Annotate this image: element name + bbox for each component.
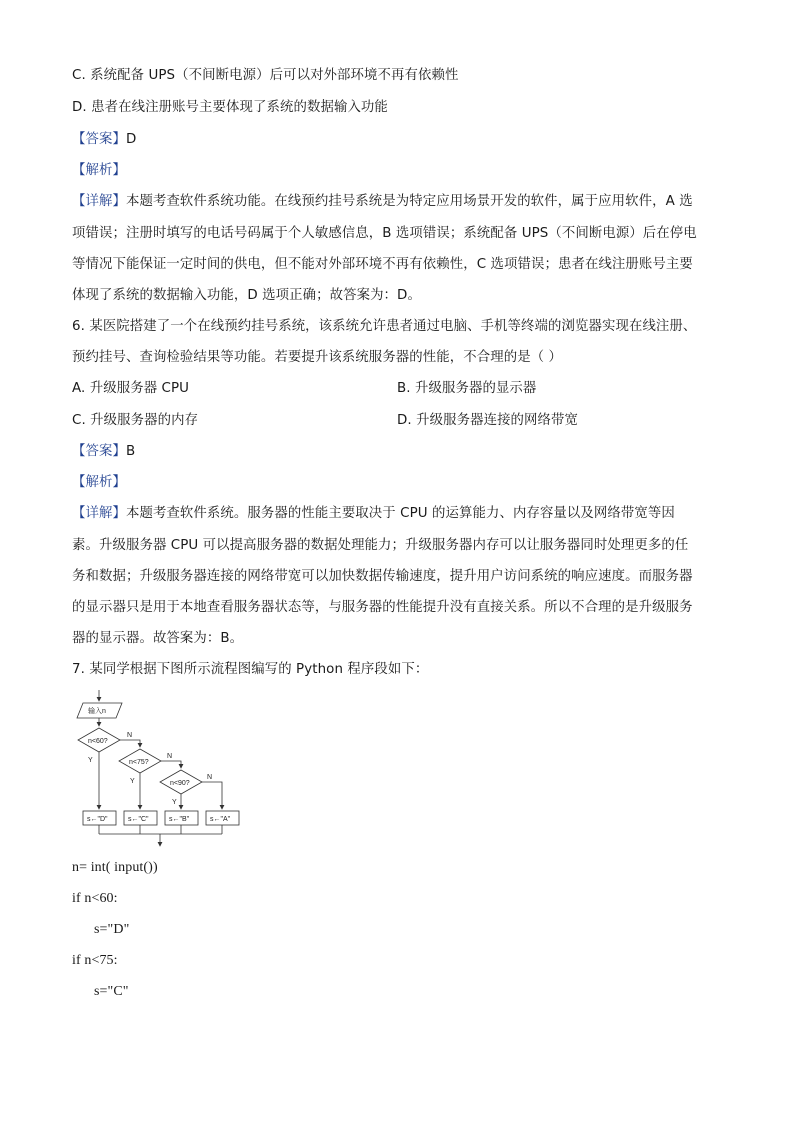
analysis-label: 【解析】 xyxy=(72,163,126,178)
no-label: N xyxy=(207,774,213,781)
detail-label: 【详解】 xyxy=(72,194,126,209)
q6-option-b: B. 升级服务器的显示器 xyxy=(397,381,537,396)
code-line: n= int( input()) xyxy=(72,860,158,875)
flow-arrow xyxy=(202,782,222,809)
q6-stem-line: 6. 某医院搭建了一个在线预约挂号系统，该系统允许患者通过电脑、手机等终端的浏览器实现在线注册、 xyxy=(72,319,697,334)
q6-detail-line: 务和数据；升级服务器连接的网络带宽可以加快数据传输速度，提升用户访问系统的响应速度。而服务器 xyxy=(72,569,693,584)
yes-label: Y xyxy=(130,778,135,785)
q5-option-d: D. 患者在线注册账号主要体现了系统的数据输入功能 xyxy=(72,100,388,115)
q6-detail-line: 器的显示器。故答案为：B。 xyxy=(72,631,244,646)
q6-analysis-label xyxy=(72,474,126,492)
flow-arrow xyxy=(161,761,181,768)
q6-option-c: C. 升级服务器的内存 xyxy=(72,413,199,428)
assign-c-label: s←"C" xyxy=(128,816,149,823)
flow-arrow xyxy=(120,740,140,747)
assign-b-label: s←"B" xyxy=(169,816,190,823)
q5-detail-line: 项错误；注册时填写的电话号码属于个人敏感信息，B 选项错误；系统配备 UPS（不间断电源）后在停电 xyxy=(72,226,697,241)
analysis-label: 【解析】 xyxy=(72,475,126,490)
q6-stem-line: 预约挂号、查询检验结果等功能。若要提升该系统服务器的性能，不合理的是（ ） xyxy=(72,350,563,365)
code-line: s="C" xyxy=(94,984,129,999)
q5-answer xyxy=(72,131,136,149)
input-label: 输入n xyxy=(88,708,106,715)
detail-text: 本题考查软件系统。服务器的性能主要取决于 CPU 的运算能力、内存容量以及网络带宽等因 xyxy=(125,506,675,521)
detail-text: 本题考查软件系统功能。在线预约挂号系统是为特定应用场景开发的软件，属于应用软件，A 选 xyxy=(125,194,693,209)
flowchart xyxy=(72,688,252,850)
answer-value: B xyxy=(125,444,136,459)
q5-detail-line: 体现了系统的数据输入功能，D 选项正确；故答案为：D。 xyxy=(72,288,421,303)
assign-d-label: s←"D" xyxy=(87,816,108,823)
q6-answer xyxy=(72,443,135,461)
code-line: if n<60: xyxy=(72,891,118,906)
q5-analysis-label xyxy=(72,162,126,180)
q6-detail-line xyxy=(72,505,675,523)
q5-option-c: C. 系统配备 UPS（不间断电源）后可以对外部环境不再有依赖性 xyxy=(72,68,459,83)
q5-detail-line: 等情况下能保证一定时间的供电，但不能对外部环境不再有依赖性，C 选项错误；患者在线注册账号主要 xyxy=(72,257,693,272)
q6-detail-line: 的显示器只是用于本地查看服务器状态等，与服务器的性能提升没有直接关系。所以不合理的是升级服务 xyxy=(72,600,693,615)
q5-detail-line xyxy=(72,193,693,211)
answer-label: 【答案】 xyxy=(72,444,126,459)
q6-option-d: D. 升级服务器连接的网络带宽 xyxy=(397,413,579,428)
code-line: if n<75: xyxy=(72,953,118,968)
cond1-label: n<60? xyxy=(88,738,108,745)
cond3-label: n<90? xyxy=(170,780,190,787)
answer-label: 【答案】 xyxy=(72,132,126,147)
no-label: N xyxy=(167,753,173,760)
no-label: N xyxy=(127,732,133,739)
code-line: s="D" xyxy=(94,922,130,937)
yes-label: Y xyxy=(88,757,93,764)
q6-detail-line: 素。升级服务器 CPU 可以提高服务器的数据处理能力；升级服务器内存可以让服务器同时处理更多的任 xyxy=(72,538,689,553)
yes-label: Y xyxy=(172,799,177,806)
q6-option-a: A. 升级服务器 CPU xyxy=(72,381,190,396)
cond2-label: n<75? xyxy=(129,759,149,766)
q7-stem: 7. 某同学根据下图所示流程图编写的 Python 程序段如下： xyxy=(72,662,429,677)
assign-a-label: s←"A" xyxy=(210,816,231,823)
answer-value: D xyxy=(125,132,137,147)
detail-label: 【详解】 xyxy=(72,506,126,521)
